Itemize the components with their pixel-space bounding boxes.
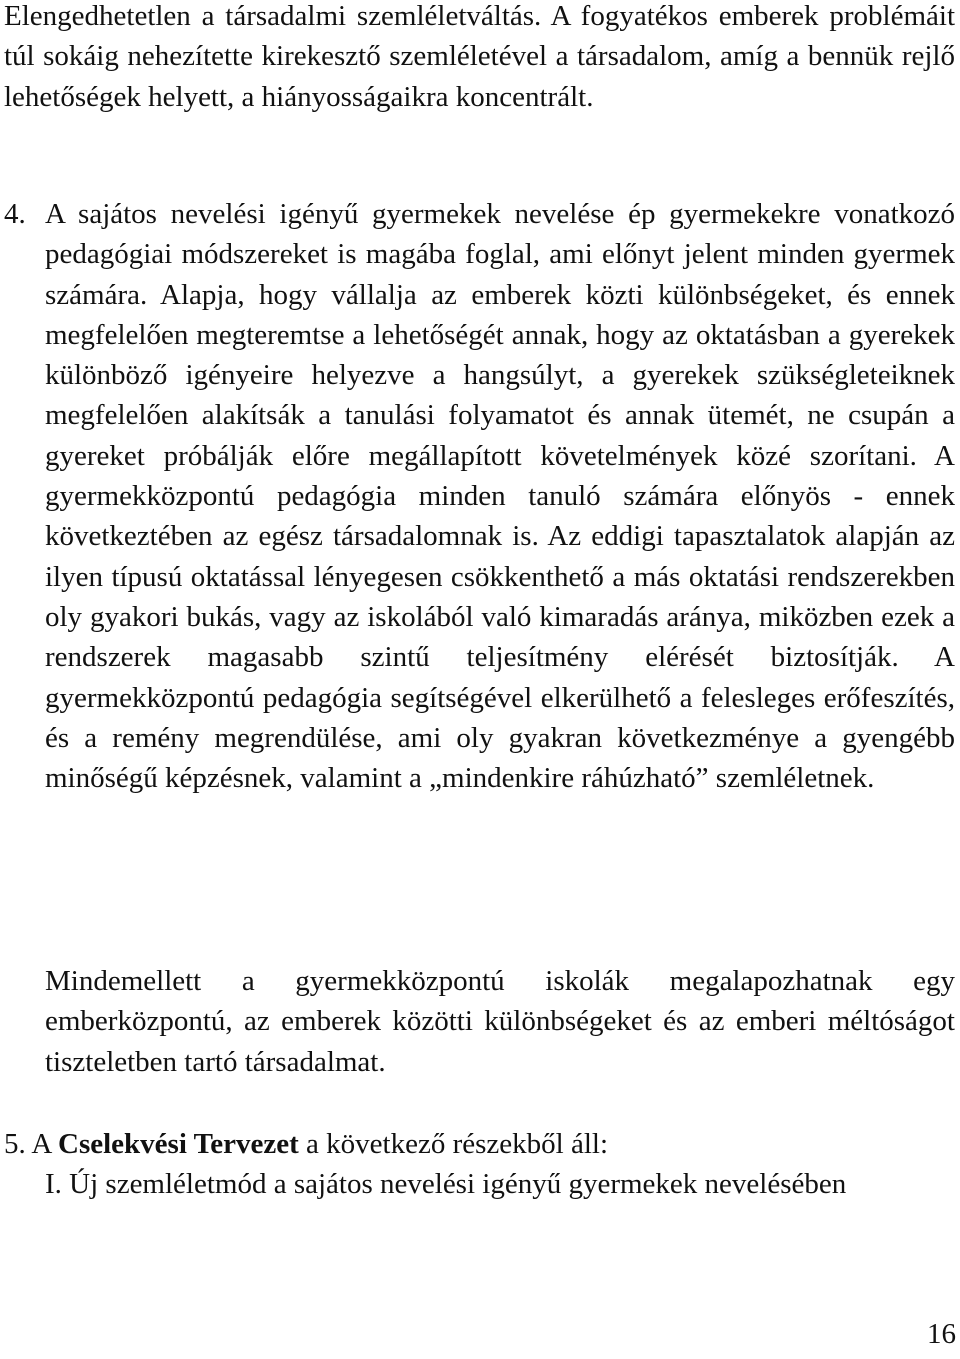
sub-item-i: I. Új szemléletmód a sajátos nevelési igényű gyermekek nevelésében xyxy=(45,1168,847,1200)
intro-paragraph: Elengedhetetlen a társadalmi szemléletváltás. A fogyatékos emberek problémáit túl sokáig nehezítette kirekesztő szemléletével a társadalom, amíg a bennük rejlő lehetőségek helyett, a hiányosságaikra koncentrált. xyxy=(4,0,955,113)
list-item-number: 4. xyxy=(4,198,26,230)
list-item-5-rest: a következő részekből áll: xyxy=(306,1128,608,1160)
list-item-5-lead: A xyxy=(31,1128,51,1160)
list-item-number: 5. xyxy=(4,1128,26,1160)
list-item-4-paragraph-2: Mindemellett a gyermekközpontú iskolák megalapozhatnak egy emberközpontú, az emberek közötti különbségeket és az emberi méltóságot tiszteletben tartó társadalmat. xyxy=(45,965,955,1078)
plan-title: Cselekvési Tervezet xyxy=(58,1128,299,1160)
list-item-4-paragraph: A sajátos nevelési igényű gyermekek nevelése ép gyermekekre vonatkozó pedagógiai módszereket is magába foglal, ami előnyt jelent minden gyermek számára. Alapja, hogy vállalja az emberek közti különbségeket, és ennek megfelelően megteremtse a lehetőségét annak, hogy az oktatásban a gyerekek különböző igényeire helyezve a hangsúlyt, a gyerekek szükségleteiknek megfelelően alakítsák a tanulási folyamatot és annak ütemét, ne csupán a gyereket próbálják előre megállapított követelmények közé szorítani. A gyermekközpontú pedagógia minden tanuló számára előnyös - ennek következtében az egész társadalomnak is. Az eddigi tapasztalatok alapján az ilyen típusú oktatással lényegesen csökkenthető a más oktatási rendszerekben oly gyakori bukás, vagy az iskolából való kimaradás aránya, miközben ezek a rendszerek magasabb szintű teljesítmény elérését biztosítják. A gyermekközpontú pedagógia segítségével elkerülhető a felesleges erőfeszítés, és a remény megrendülése, ami oly gyakran következménye a gyengébb minőségű képzésnek, valamint a „mindenkire ráhúzható” szemléletnek. xyxy=(45,198,955,795)
page-number: 16 xyxy=(927,1318,956,1350)
list-item-5 xyxy=(4,1124,955,1164)
